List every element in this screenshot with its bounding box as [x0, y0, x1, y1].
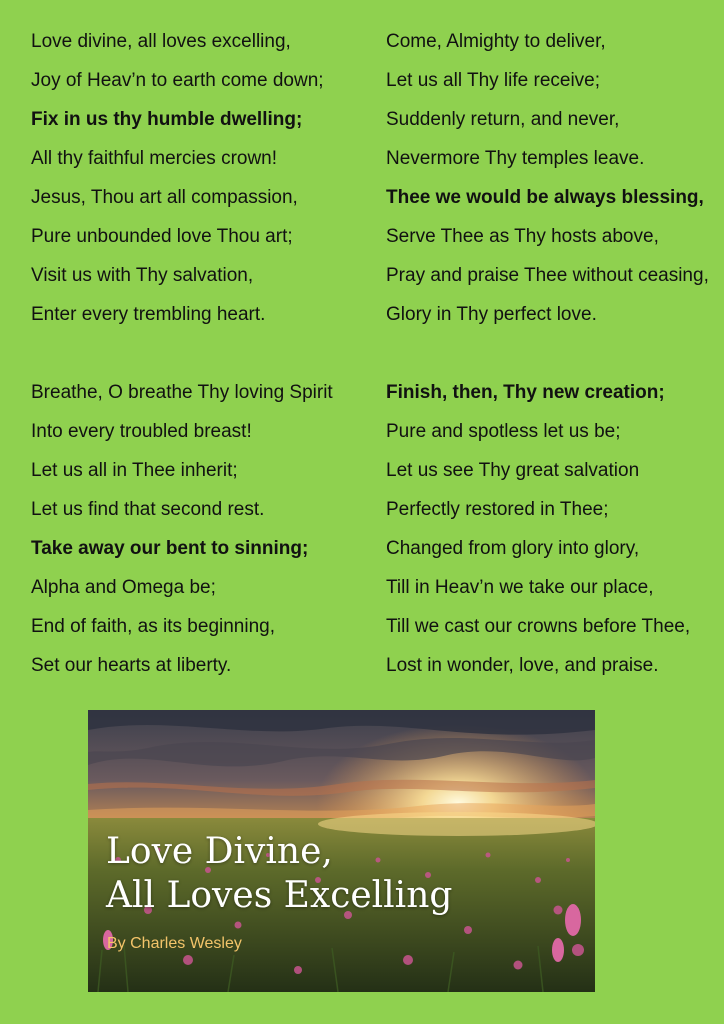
hymn-line: Changed from glory into glory,: [386, 538, 640, 559]
hymn-line: Enter every trembling heart.: [31, 304, 266, 325]
hymn-line: Lost in wonder, love, and praise.: [386, 655, 659, 676]
hymn-line: Glory in Thy perfect love.: [386, 304, 597, 325]
hymn-line: Take away our bent to sinning;: [31, 538, 309, 559]
hymn-line: Thee we would be always blessing,: [386, 187, 704, 208]
hymn-line: Fix in us thy humble dwelling;: [31, 109, 303, 130]
hymn-line: Till we cast our crowns before Thee,: [386, 616, 691, 637]
hymn-line: Let us see Thy great salvation: [386, 460, 640, 481]
hymn-column-right: [386, 22, 724, 724]
hymn-line: Let us all Thy life receive;: [386, 70, 601, 91]
hymn-line: Till in Heav’n we take our place,: [386, 577, 654, 598]
hymn-line: Alpha and Omega be;: [31, 577, 216, 598]
hymn-line: Visit us with Thy salvation,: [31, 265, 254, 286]
hymn-line: Love divine, all loves excelling,: [31, 31, 291, 52]
hymn-line: End of faith, as its beginning,: [31, 616, 275, 637]
hymn-line: Perfectly restored in Thee;: [386, 499, 609, 520]
stanza: [31, 22, 381, 334]
hymn-line: Suddenly return, and never,: [386, 109, 620, 130]
hymn-line: Come, Almighty to deliver,: [386, 31, 606, 52]
hymn-line: Joy of Heav’n to earth come down;: [31, 70, 324, 91]
hymn-column-left: [31, 22, 381, 724]
hymn-line: Pure and spotless let us be;: [386, 421, 621, 442]
stanza: [386, 22, 724, 334]
hymn-line: Finish, then, Thy new creation;: [386, 382, 665, 403]
hymn-line: Pure unbounded love Thou art;: [31, 226, 293, 247]
banner-title-line-2: All Loves Excelling: [106, 875, 453, 916]
stanza: [31, 373, 381, 685]
hymn-line: Serve Thee as Thy hosts above,: [386, 226, 659, 247]
banner-byline: By Charles Wesley: [107, 935, 242, 952]
hymn-line: Let us all in Thee inherit;: [31, 460, 238, 481]
hymn-line: Pray and praise Thee without ceasing,: [386, 265, 709, 286]
hymn-line: Let us find that second rest.: [31, 499, 265, 520]
stanza: [386, 373, 724, 685]
banner-title-line-1: Love Divine,: [106, 831, 333, 872]
hymn-line: Breathe, O breathe Thy loving Spirit: [31, 382, 333, 403]
hymn-line: Jesus, Thou art all compassion,: [31, 187, 298, 208]
hymn-line: Set our hearts at liberty.: [31, 655, 232, 676]
hymn-line: All thy faithful mercies crown!: [31, 148, 278, 169]
banner-image: [88, 710, 595, 992]
hymn-line: Nevermore Thy temples leave.: [386, 148, 645, 169]
hymn-line: Into every troubled breast!: [31, 421, 252, 442]
